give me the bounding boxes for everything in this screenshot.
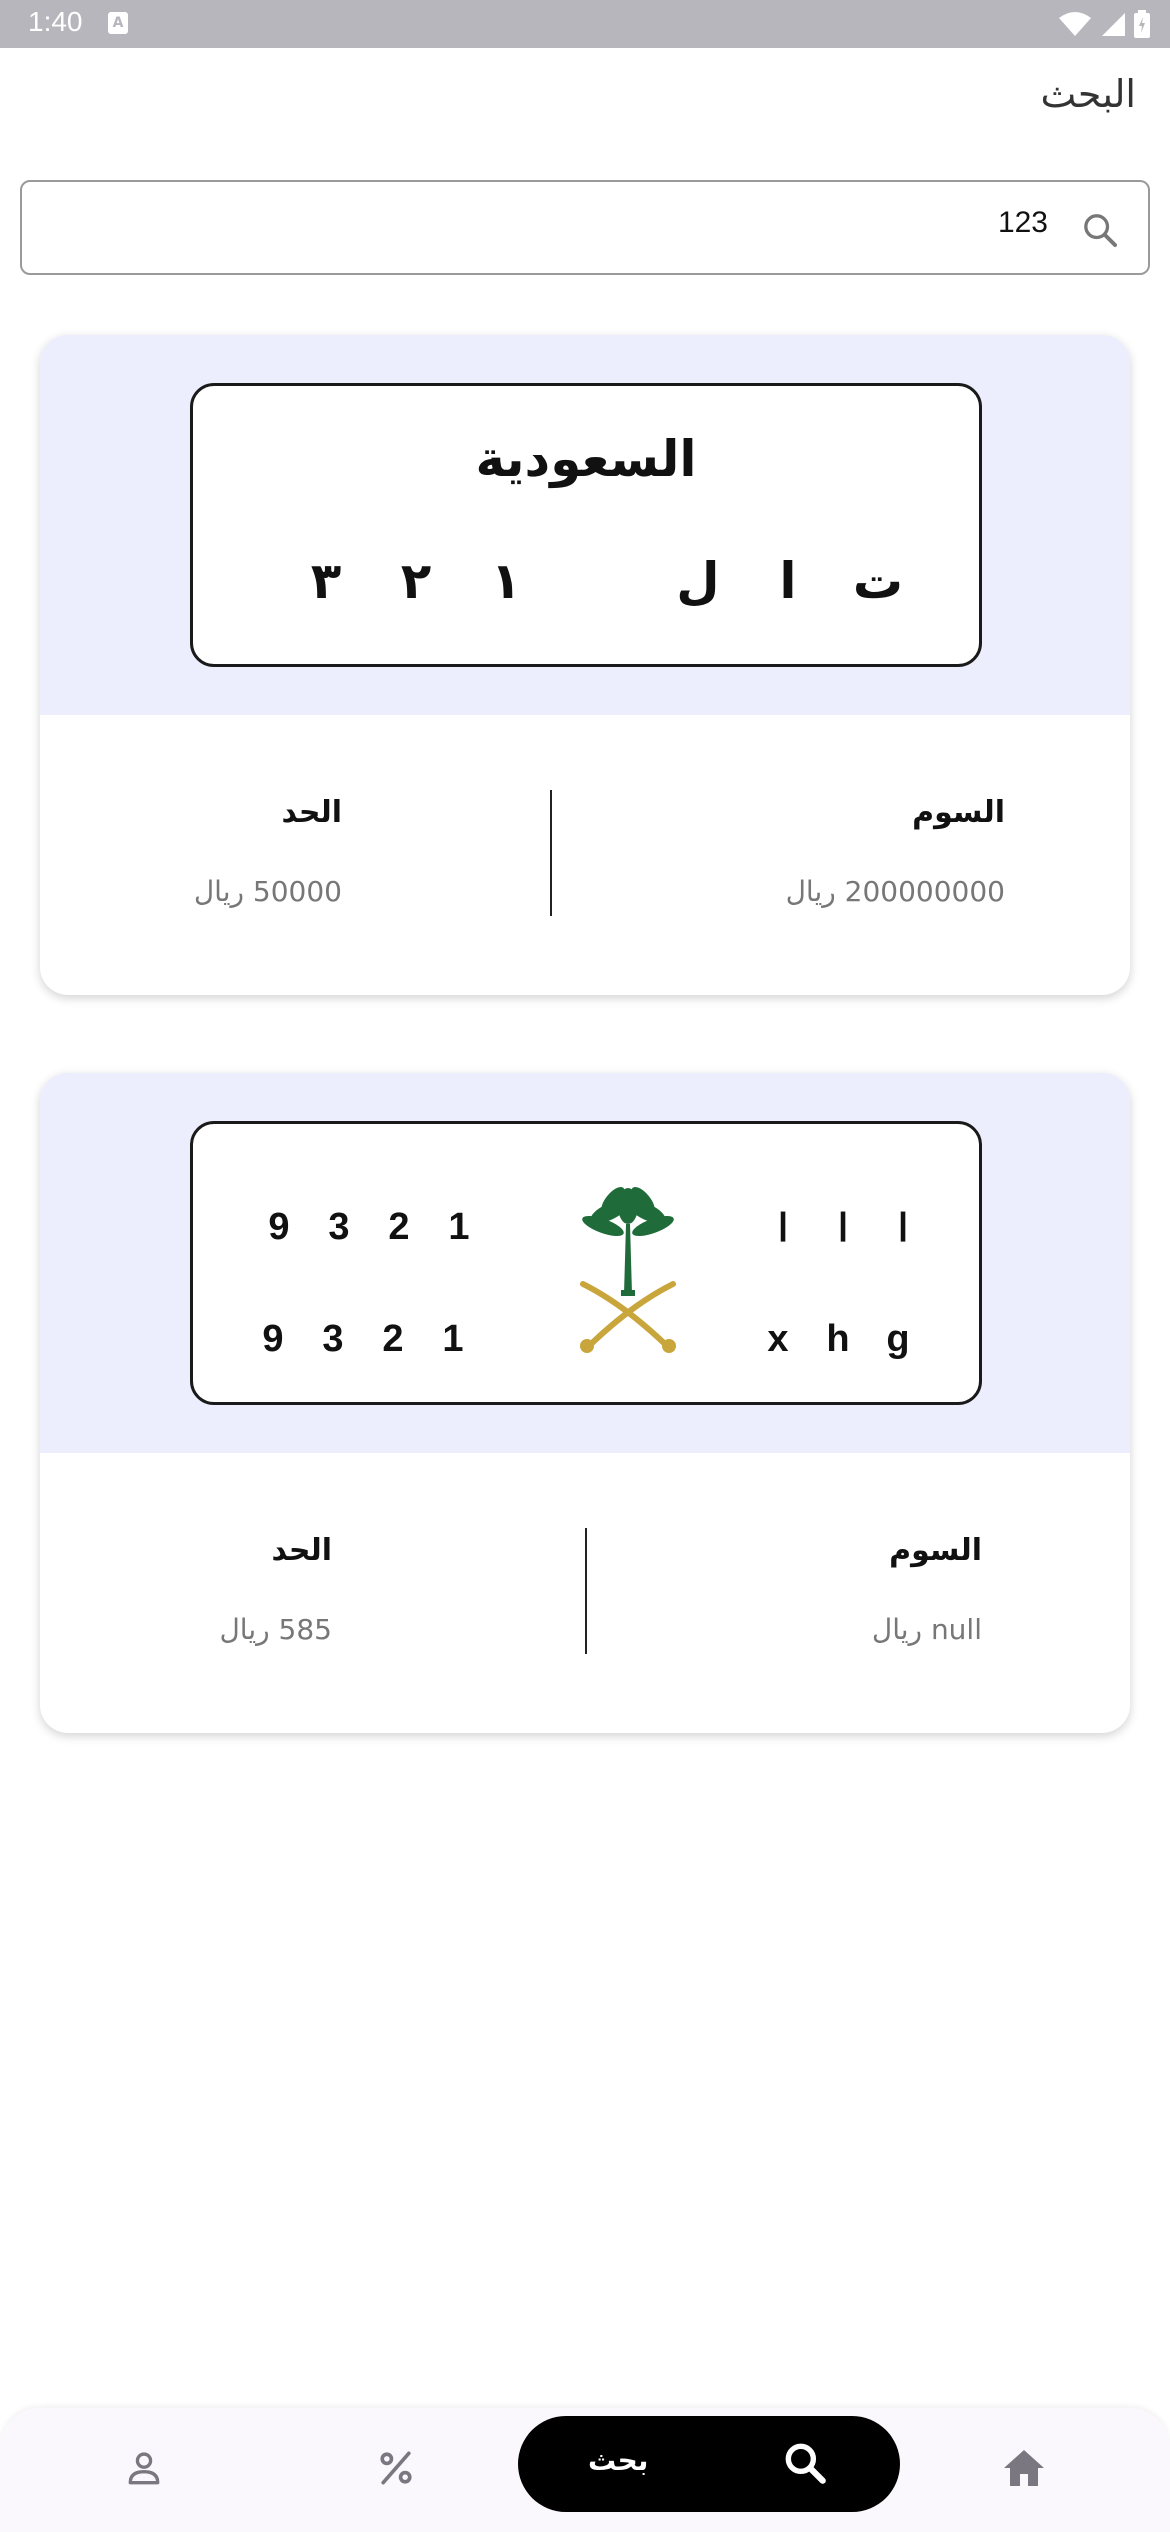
percent-icon [374,2446,418,2490]
price-value: 200000000 ريال [785,875,1005,908]
license-plate [190,383,982,667]
status-time: 1:40 [28,6,83,37]
plate-letter: g [886,1318,910,1360]
search-icon [780,2438,830,2488]
plate-letters [653,552,923,610]
plate-letter: ت [852,552,904,610]
search-icon[interactable] [1080,210,1120,250]
person-icon [122,2446,166,2490]
plate-number: 9 [268,1206,290,1248]
plate-card[interactable] [40,335,1130,995]
nav-offers[interactable] [366,2438,426,2498]
plate-letter: h [826,1318,850,1360]
plate-number: 2 [388,1206,410,1248]
limit-label: الحد [271,1533,332,1568]
plate-letter: ا [837,1208,849,1250]
plate-letter: ا [897,1208,909,1250]
plate-letter: x [767,1318,789,1360]
info-divider [585,1528,587,1654]
nav-search[interactable] [518,2416,900,2512]
plate-number: 9 [262,1318,284,1360]
plate-letter: ل [676,552,720,610]
plate-numbers [281,552,551,610]
plate-area [40,1073,1130,1453]
nav-search-label: بحث [588,2444,649,2477]
status-icons [1058,10,1150,38]
plate-letter: ا [777,1208,789,1250]
limit-value: 50000 ريال [193,875,342,908]
nav-home[interactable] [994,2438,1054,2498]
info-divider [550,790,552,916]
limit-label: الحد [281,795,342,830]
price-label: السوم [912,795,1005,830]
plate-latin-letters [748,1318,928,1361]
plate-number: ٣ [310,552,342,610]
price-label: السوم [889,1533,982,1568]
plate-number: ١ [490,552,522,610]
plate-country: السعودية [475,430,697,488]
battery-icon [1134,10,1150,38]
page-title: البحث [1040,72,1136,116]
plate-card[interactable] [40,1073,1130,1733]
search-value: 123 [997,206,1048,239]
saudi-emblem-icon [573,1184,683,1354]
plate-number: 3 [322,1318,344,1360]
plate-number: ٢ [400,552,432,610]
plate-number: 1 [448,1206,470,1248]
signal-icon [1100,11,1126,37]
nav-profile[interactable] [114,2438,174,2498]
bottom-nav [0,2408,1170,2532]
price-value: null ريال [871,1613,982,1646]
plate-number: 3 [328,1206,350,1248]
status-bar [0,0,1170,48]
plate-number: 1 [442,1318,464,1360]
plate-latin-numbers [243,1318,483,1361]
notification-a-icon: A [108,12,128,34]
plate-area [40,335,1130,715]
home-icon [1000,2444,1048,2492]
plate-arabic-letters [753,1206,933,1251]
license-plate [190,1121,982,1405]
search-input[interactable] [20,180,1150,275]
plate-number: 2 [382,1318,404,1360]
plate-arabic-numbers [249,1206,489,1249]
plate-letter: ا [779,552,797,610]
wifi-icon [1058,11,1092,37]
limit-value: 585 ريال [219,1613,332,1646]
